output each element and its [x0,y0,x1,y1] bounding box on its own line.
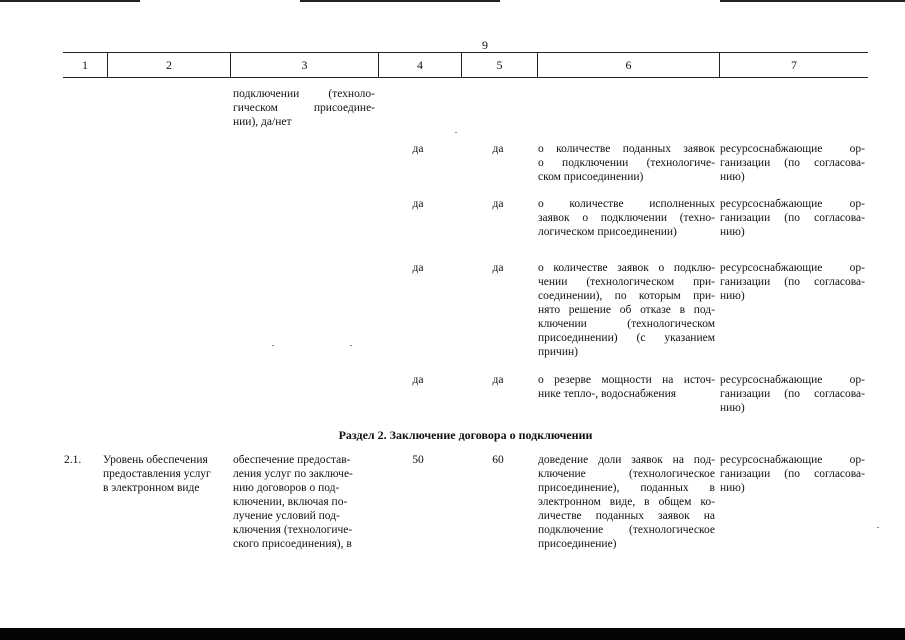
value-col4: да [412,374,424,386]
scan-speck [350,345,352,346]
value-col4: 50 [412,454,424,466]
responsible-cell: ресурсоснабжающие ор- ганизации (по согласова- нию) [720,374,865,414]
value-col4: да [412,262,424,274]
column-header: 3 [230,53,378,77]
section-heading: Раздел 2. Заключение договора о подключении [338,428,593,442]
data-type-cell: о количестве поданных заявок о подключении (технологиче- ском присоединении) [538,143,715,183]
column-header: 7 [719,53,868,77]
row-number: 2.1. [64,454,82,466]
table-header-row [63,52,868,78]
column-header: 1 [82,58,88,72]
indicator-description-cell: обеспечение предостав- ления услуг по заключе- нию договоров о под- ключении, включая по- лучение условий под- ключения (технологиче- ского присоединения), в [233,454,353,550]
value-col5: 60 [492,454,504,466]
continued-indicator-cell: подключении (техноло- гическом присоедине- нии), да/нет [233,88,375,128]
data-type-cell: о количестве исполненных заявок о подключении (техно- логическом присоединении) [538,198,715,238]
page-number: 9 [482,38,488,52]
data-type-cell: доведение доли заявок на под- ключение (технологическое присоединение), поданных в электронном виде, в общем ко- личестве поданных заявок на подключение (технологическое присоединение) [538,454,715,550]
top-edge-line [720,0,905,2]
scan-bottom-edge [0,628,905,640]
column-header: 6 [537,53,719,77]
value-col5: да [492,198,504,210]
responsible-cell: ресурсоснабжающие ор- ганизации (по согласова- нию) [720,262,865,302]
responsible-cell: ресурсоснабжающие ор- ганизации (по согласова- нию) [720,198,865,238]
scan-speck [272,345,274,346]
data-type-cell: о количестве заявок о подклю- чении (технологическом при- соединении), по которым при- нято решение об отказе в под- ключении (технологическом присоединении) (с указанием причин) [538,262,715,358]
column-header: 2 [107,53,230,77]
top-edge-line [300,0,500,2]
responsible-cell: ресурсоснабжающие ор- ганизации (по согласова- нию) [720,143,865,183]
responsible-cell: ресурсоснабжающие ор- ганизации (по согласова- нию) [720,454,865,494]
value-col5: да [492,374,504,386]
top-edge-line [0,0,140,2]
value-col5: да [492,262,504,274]
scan-speck [455,132,457,133]
scan-speck [877,527,879,528]
data-type-cell: о резерве мощности на источ- нике тепло-, водоснабжения [538,374,715,400]
column-header: 4 [378,53,461,77]
indicator-name-cell: Уровень обеспечения предоставления услуг в электронном виде [103,454,211,494]
value-col5: да [492,143,504,155]
column-header: 5 [461,53,537,77]
value-col4: да [412,143,424,155]
value-col4: да [412,198,424,210]
